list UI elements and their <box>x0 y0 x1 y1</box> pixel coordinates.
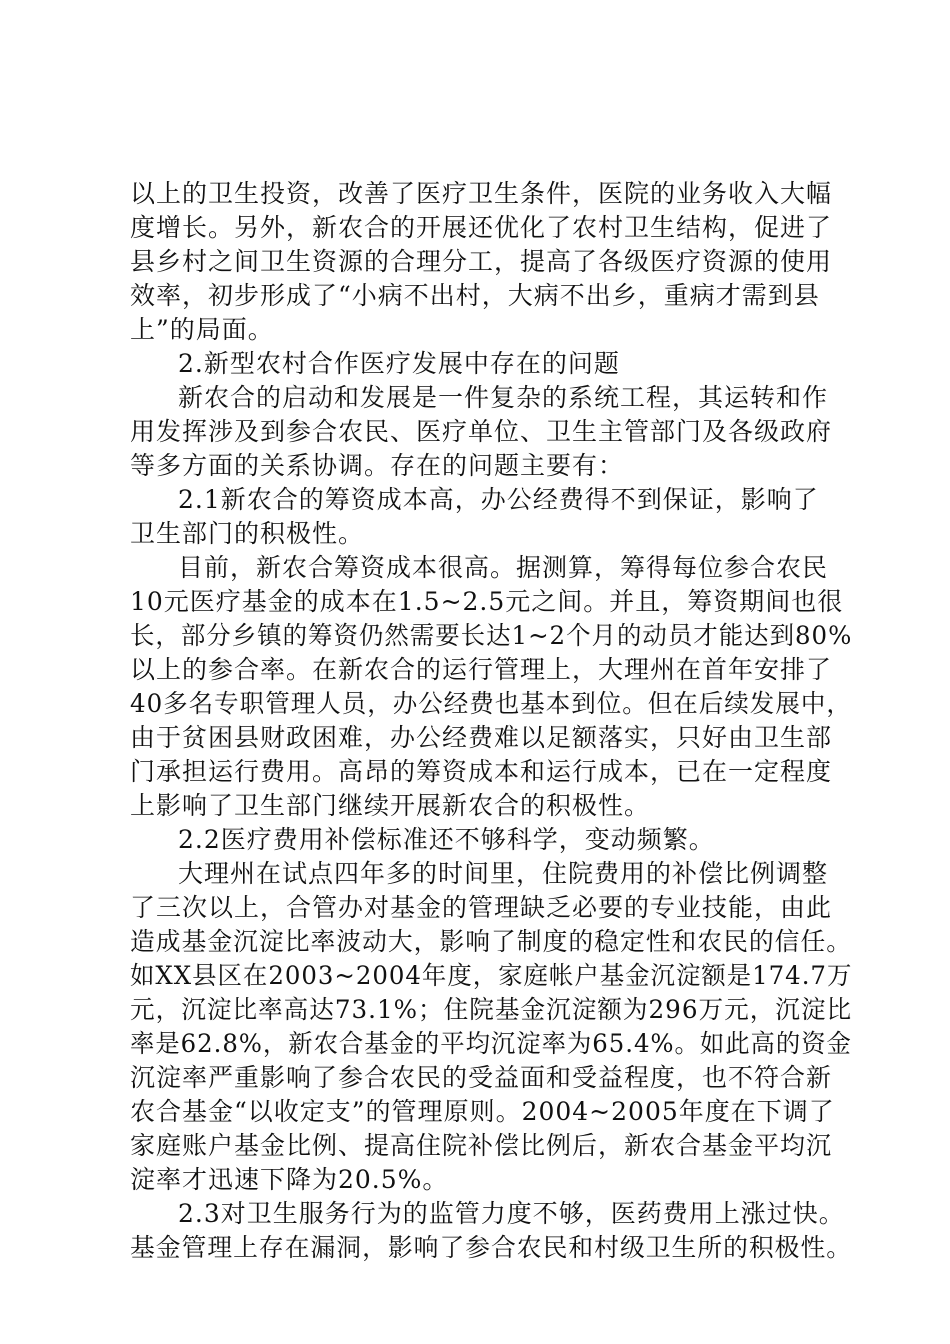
text-line: 率是62.8%，新农合基金的平均沉淀率为65.4%。如此高的资金 <box>130 1029 852 1058</box>
text-line: 上”的局面。 <box>130 315 274 344</box>
text-line: 了三次以上，合管办对基金的管理缺乏必要的专业技能，由此 <box>130 893 833 922</box>
text-line: 如XX县区在2003~2004年度，家庭帐户基金沉淀额是174.7万 <box>130 961 853 990</box>
text-line: 元，沉淀比率高达73.1%；住院基金沉淀额为296万元，沉淀比 <box>130 995 853 1024</box>
text-line: 家庭账户基金比例、提高住院补偿比例后，新农合基金平均沉 <box>130 1131 833 1160</box>
subsection-heading: 卫生部门的积极性。 <box>130 519 365 548</box>
text-line: 上影响了卫生部门继续开展新农合的积极性。 <box>130 791 651 820</box>
text-line: 效率，初步形成了“小病不出村，大病不出乡，重病才需到县 <box>130 281 820 310</box>
text-line: 门承担运行费用。高昂的筹资成本和运行成本，已在一定程度 <box>130 757 833 786</box>
text-line: 等多方面的关系协调。存在的问题主要有： <box>130 451 625 480</box>
text-line: 度增长。另外，新农合的开展还优化了农村卫生结构，促进了 <box>130 213 833 242</box>
text-line: 用发挥涉及到参合农民、医疗单位、卫生主管部门及各级政府 <box>130 417 833 446</box>
text-line: 沉淀率严重影响了参合农民的受益面和受益程度，也不符合新 <box>130 1063 833 1092</box>
text-line: 农合基金“以收定支”的管理原则。2004~2005年度在下调了 <box>130 1097 835 1126</box>
text-line: 以上的参合率。在新农合的运行管理上，大理州在首年安排了 <box>130 655 833 684</box>
text-line: 长，部分乡镇的筹资仍然需要长达1~2个月的动员才能达到80% <box>130 621 853 650</box>
text-line: 县乡村之间卫生资源的合理分工，提高了各级医疗资源的使用 <box>130 247 833 276</box>
text-line: 以上的卫生投资，改善了医疗卫生条件，医院的业务收入大幅 <box>130 179 833 208</box>
text-line: 目前，新农合筹资成本很高。据测算，筹得每位参合农民 <box>178 553 829 582</box>
text-line: 造成基金沉淀比率波动大，影响了制度的稳定性和农民的信任。 <box>130 927 853 956</box>
subsection-heading: 2.1新农合的筹资成本高，办公经费得不到保证，影响了 <box>178 485 819 514</box>
text-line: 由于贫困县财政困难，办公经费难以足额落实，只好由卫生部 <box>130 723 833 752</box>
subsection-heading: 2.2医疗费用补偿标准还不够科学，变动频繁。 <box>178 825 715 854</box>
text-line: 10元医疗基金的成本在1.5~2.5元之间。并且，筹资期间也很 <box>130 587 844 616</box>
subsection-heading: 2.3对卫生服务行为的监管力度不够，医药费用上涨过快。 <box>178 1199 845 1228</box>
text-line: 40多名专职管理人员，办公经费也基本到位。但在后续发展中， <box>130 689 852 718</box>
text-line: 淀率才迅速下降为20.5%。 <box>130 1165 449 1194</box>
text-line: 新农合的启动和发展是一件复杂的系统工程，其运转和作 <box>178 383 829 412</box>
text-line: 大理州在试点四年多的时间里，住院费用的补偿比例调整 <box>178 859 829 888</box>
text-line: 基金管理上存在漏洞，影响了参合农民和村级卫生所的积极性。 <box>130 1233 853 1262</box>
section-heading: 2.新型农村合作医疗发展中存在的问题 <box>178 349 620 378</box>
